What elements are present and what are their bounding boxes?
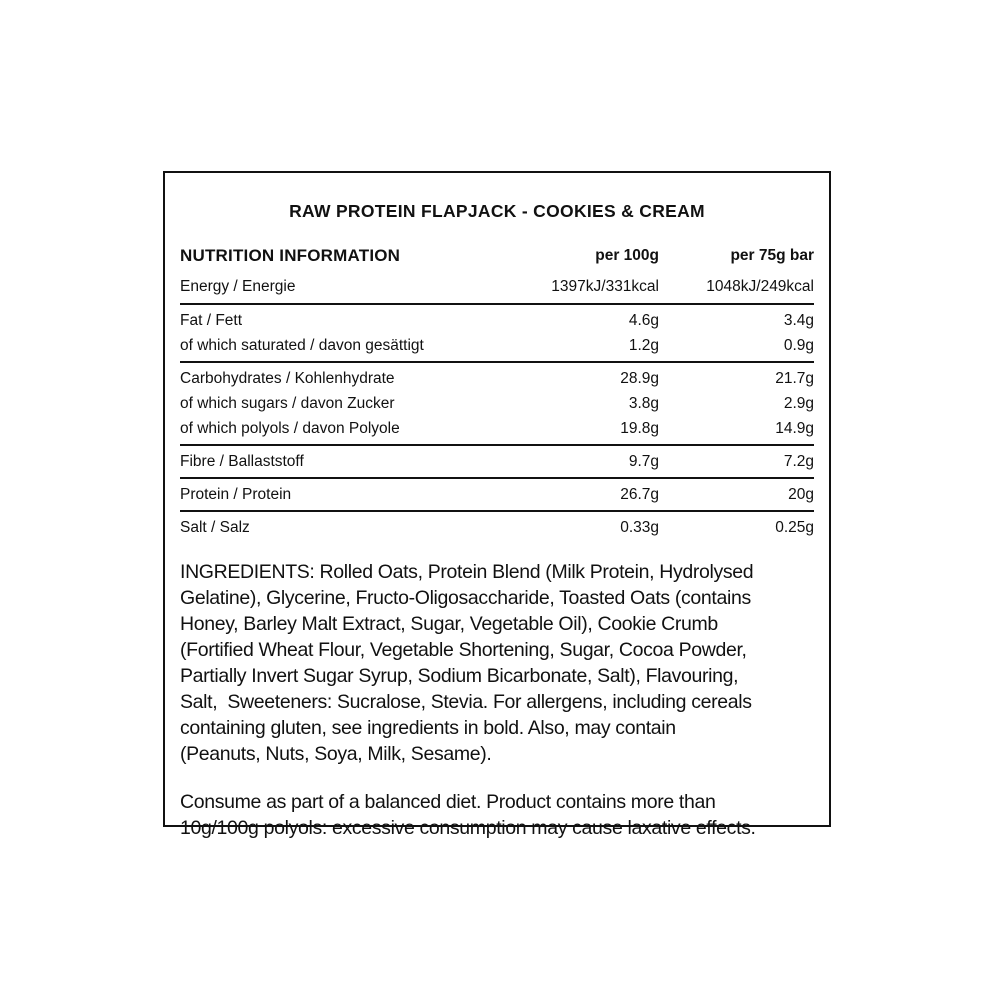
- table-row: [180, 391, 814, 416]
- value-per-75g-bar: 21.7g: [775, 369, 814, 387]
- ingredients-text-line: (Fortified Wheat Flour, Vegetable Shortening, Sugar, Cocoa Powder,: [180, 639, 747, 661]
- product-title: RAW PROTEIN FLAPJACK - COOKIES & CREAM: [289, 201, 705, 221]
- value-per-75g-bar: 14.9g: [775, 419, 814, 437]
- value-per-100g: 0.33g: [620, 518, 659, 536]
- table-row: [180, 366, 814, 391]
- nutrition-table-header: [180, 243, 814, 269]
- value-per-100g: 9.7g: [628, 452, 659, 470]
- value-per-75g-bar: 1048kJ/249kcal: [706, 277, 814, 295]
- table-divider-rule: [180, 477, 814, 479]
- value-per-100g: 1397kJ/331kcal: [551, 277, 659, 295]
- table-divider-rule: [180, 444, 814, 446]
- consume-note-text-line: 10g/100g polyols: excessive consumption may cause laxative effects.: [180, 817, 756, 839]
- ingredients-text-line: Salt, Sweeteners: Sucralose, Stevia. For allergens, including cereals: [180, 691, 752, 713]
- value-per-100g: 19.8g: [620, 419, 659, 437]
- ingredients-text-line: Partially Invert Sugar Syrup, Sodium Bicarbonate, Salt), Flavouring,: [180, 665, 739, 687]
- value-per-100g: 1.2g: [628, 336, 659, 354]
- table-row: [180, 482, 814, 507]
- nutrient-label: Salt / Salz: [180, 518, 250, 536]
- label-content: [165, 173, 829, 841]
- value-per-75g-bar: 0.9g: [783, 336, 814, 354]
- ingredients-text-line: (Peanuts, Nuts, Soya, Milk, Sesame).: [180, 743, 492, 765]
- nutrition-information-heading: NUTRITION INFORMATION: [180, 246, 401, 265]
- ingredients-text-line: Gelatine), Glycerine, Fructo-Oligosaccharide, Toasted Oats (contains: [180, 587, 751, 609]
- value-per-100g: 28.9g: [620, 369, 659, 387]
- table-row: [180, 416, 814, 441]
- value-per-100g: 4.6g: [628, 311, 659, 329]
- table-divider-rule: [180, 303, 814, 305]
- nutrient-label: Fibre / Ballaststoff: [180, 452, 304, 470]
- table-row: [180, 449, 814, 474]
- nutrition-label-box: [163, 171, 831, 839]
- consume-note-paragraph: [180, 789, 814, 841]
- column-header-per-75g-bar: per 75g bar: [730, 247, 814, 264]
- table-divider-rule: [180, 361, 814, 363]
- consume-note-text-line: Consume as part of a balanced diet. Product contains more than: [180, 791, 716, 813]
- table-row: [180, 308, 814, 333]
- table-divider-rule: [180, 510, 814, 512]
- nutrient-label: of which sugars / davon Zucker: [180, 394, 395, 412]
- nutrient-label: Carbohydrates / Kohlenhydrate: [180, 369, 395, 387]
- value-per-75g-bar: 3.4g: [783, 311, 814, 329]
- table-row: [180, 333, 814, 358]
- ingredients-text-line: INGREDIENTS: Rolled Oats, Protein Blend (Milk Protein, Hydrolysed: [180, 561, 754, 583]
- table-row: [180, 515, 814, 540]
- ingredients-text-line: Honey, Barley Malt Extract, Sugar, Vegetable Oil), Cookie Crumb: [180, 613, 718, 635]
- value-per-75g-bar: 2.9g: [783, 394, 814, 412]
- nutrient-label: of which polyols / davon Polyole: [180, 419, 400, 437]
- value-per-75g-bar: 0.25g: [775, 518, 814, 536]
- nutrient-label: of which saturated / davon gesättigt: [180, 336, 424, 354]
- nutrient-label: Energy / Energie: [180, 277, 296, 295]
- column-header-per-100g: per 100g: [595, 247, 659, 264]
- nutrition-table-rows: [180, 273, 814, 540]
- value-per-75g-bar: 20g: [788, 485, 814, 503]
- value-per-75g-bar: 7.2g: [783, 452, 814, 470]
- nutrient-label: Fat / Fett: [180, 311, 243, 329]
- nutrient-label: Protein / Protein: [180, 485, 292, 503]
- ingredients-text-line: containing gluten, see ingredients in bold. Also, may contain: [180, 717, 676, 739]
- table-row: [180, 273, 814, 300]
- ingredients-paragraph: [180, 559, 814, 767]
- value-per-100g: 26.7g: [620, 485, 659, 503]
- value-per-100g: 3.8g: [628, 394, 659, 412]
